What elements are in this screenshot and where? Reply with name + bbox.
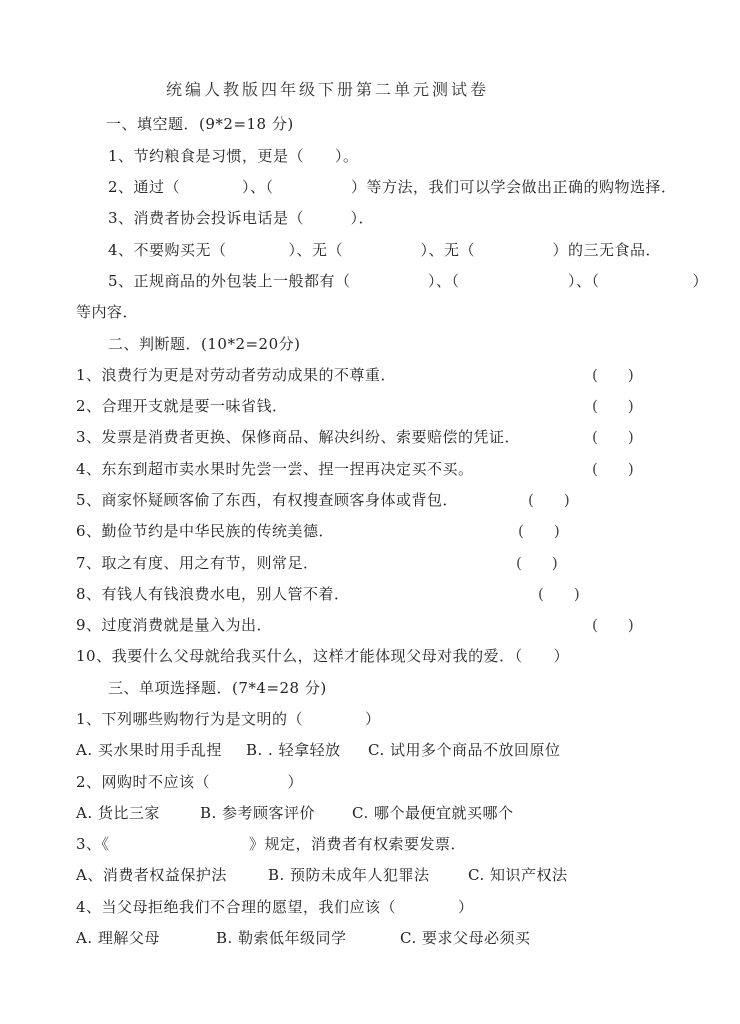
true-false-item: 3、发票是消费者更换、保修商品、解决纠纷、索要赔偿的凭证．: [76, 428, 521, 446]
true-false-item: 2、合理开支就是要一味省钱．: [76, 397, 288, 415]
choice-question-stem: 3、《 》规定，消费者有权索要发票．: [76, 835, 467, 853]
true-false-item: 1、浪费行为更是对劳动者劳动成果的不尊重．: [76, 366, 397, 384]
fill-blank-item: 1、节约粮食是习惯，更是（ ）。: [108, 147, 359, 165]
choice-question-stem: 2、网购时不应该（ ）: [76, 773, 304, 791]
choice-option-b[interactable]: B. 参考顾客评价: [200, 804, 316, 822]
fill-blank-item: 5、正规商品的外包装上一般都有（ ）、（ ）、（ ）: [108, 272, 709, 290]
fill-blank-item: 4、不要购买无（ ）、无（ ）、无（ ）的三无食品．: [108, 241, 662, 259]
true-false-item: 10、我要什么父母就给我买什么，这样才能体现父母对我的爱．（ ）: [76, 647, 570, 665]
page-title: 统编人教版四年级下册第二单元测试卷: [166, 80, 490, 99]
answer-parens[interactable]: ( ): [518, 522, 560, 540]
choice-option-a[interactable]: A. 买水果时用手乱捏: [76, 741, 222, 759]
answer-parens[interactable]: ( ): [592, 460, 634, 478]
fill-blank-item: 3、消费者协会投诉电话是（ ）．: [108, 209, 375, 227]
fill-blank-item-continuation: 等内容．: [76, 303, 139, 321]
choice-option-a[interactable]: A. 货比三家: [76, 804, 160, 822]
choice-question-stem: 1、下列哪些购物行为是文明的（ ）: [76, 710, 381, 728]
answer-parens[interactable]: ( ): [592, 616, 634, 634]
fill-blank-item: 2、通过（ ）、（ ）等方法，我们可以学会做出正确的购物选择．: [108, 178, 677, 196]
choice-question-stem: 4、当父母拒绝我们不合理的愿望，我们应该（ ）: [76, 898, 474, 916]
choice-option-c[interactable]: C. 要求父母必须买: [400, 929, 531, 947]
answer-parens[interactable]: ( ): [592, 397, 634, 415]
answer-parens[interactable]: ( ): [592, 366, 634, 384]
section-heading-fill-blank: 一、填空题．(9*2=18 分): [106, 115, 294, 133]
section-heading-multiple-choice: 三、单项选择题．(7*4=28 分): [108, 679, 327, 697]
answer-parens[interactable]: ( ): [592, 428, 634, 446]
choice-option-c[interactable]: C. 哪个最便宜就买哪个: [352, 804, 514, 822]
true-false-item: 8、有钱人有钱浪费水电，别人管不着．: [76, 585, 350, 603]
answer-parens[interactable]: ( ): [516, 554, 558, 572]
choice-option-a[interactable]: A. 理解父母: [76, 929, 160, 947]
choice-option-c[interactable]: C. 试用多个商品不放回原位: [368, 741, 561, 759]
section-heading-true-false: 二、判断题．(10*2=20分): [108, 335, 301, 353]
true-false-item: 7、取之有度、用之有节，则常足．: [76, 554, 319, 572]
true-false-item: 4、东东到超市卖水果时先尝一尝、捏一捏再决定买不买。: [76, 460, 474, 478]
choice-option-c[interactable]: C. 知识产权法: [468, 866, 568, 884]
true-false-item: 9、过度消费就是量入为出．: [76, 616, 273, 634]
choice-option-b[interactable]: B. . 轻拿轻放: [246, 741, 341, 759]
choice-option-b[interactable]: B. 勒索低年级同学: [216, 929, 347, 947]
answer-parens[interactable]: ( ): [538, 585, 580, 603]
choice-option-a[interactable]: A、消费者权益保护法: [76, 866, 227, 884]
answer-parens[interactable]: ( ): [528, 491, 570, 509]
true-false-item: 5、商家怀疑顾客偷了东西，有权搜查顾客身体或背包．: [76, 491, 459, 509]
choice-option-b[interactable]: B. 预防未成年人犯罪法: [268, 866, 430, 884]
true-false-item: 6、勤俭节约是中华民族的传统美德．: [76, 522, 335, 540]
